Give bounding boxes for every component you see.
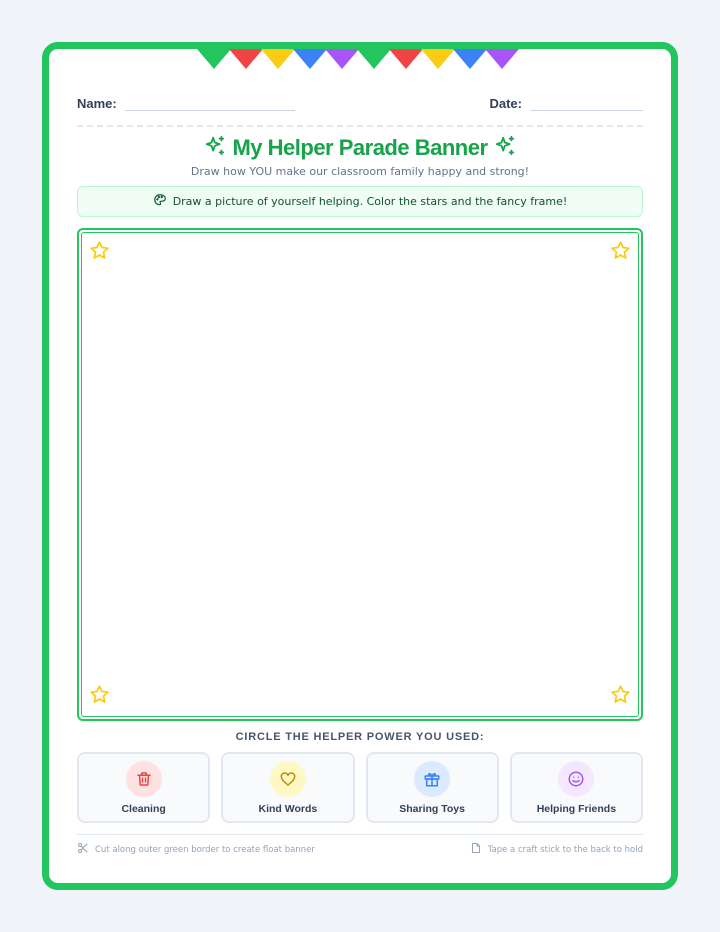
- date-label: Date:: [489, 96, 522, 111]
- power-card-helping-friends[interactable]: [510, 752, 643, 823]
- bunting-flag: [389, 49, 423, 69]
- title-text: My Helper Parade Banner: [232, 135, 488, 160]
- bunting-flag: [453, 49, 487, 69]
- bunting-flag: [421, 49, 455, 69]
- smile-icon: [558, 761, 594, 797]
- star-outline-icon: [89, 684, 110, 709]
- drawing-frame: [77, 228, 643, 721]
- scissors-icon: [77, 842, 89, 857]
- worksheet: [42, 42, 678, 890]
- footer-left-text: Cut along outer green border to create float banner: [95, 844, 315, 855]
- footer-tape-note: [470, 842, 643, 857]
- drawing-area[interactable]: [81, 232, 639, 717]
- powers-heading: CIRCLE THE HELPER POWER YOU USED:: [235, 731, 485, 743]
- date-line[interactable]: [530, 95, 643, 111]
- power-label: Cleaning: [121, 803, 166, 815]
- star-outline-icon: [89, 240, 110, 265]
- name-label: Name:: [77, 96, 117, 111]
- power-card-sharing-toys[interactable]: [366, 752, 499, 823]
- footer-cut-note: [77, 842, 315, 857]
- gift-icon: [414, 761, 450, 797]
- star-outline-icon: [610, 240, 631, 265]
- power-card-kind-words[interactable]: [221, 752, 354, 823]
- name-line[interactable]: [125, 95, 295, 111]
- bunting-garland: [197, 49, 517, 69]
- date-field: [489, 95, 643, 111]
- bunting-flag: [357, 49, 391, 69]
- subtitle: Draw how YOU make our classroom family happy and strong!: [190, 165, 530, 178]
- power-label: Sharing Toys: [399, 803, 465, 815]
- palette-icon: [153, 193, 167, 210]
- bunting-flag: [197, 49, 231, 69]
- heart-icon: [270, 761, 306, 797]
- dashed-divider: [77, 125, 643, 127]
- footer: [77, 842, 643, 857]
- power-label: Helping Friends: [536, 803, 617, 815]
- bunting-flag: [261, 49, 295, 69]
- bunting-flag: [229, 49, 263, 69]
- instruction-text: Draw a picture of yourself helping. Color the stars and the fancy frame!: [172, 195, 568, 208]
- file-icon: [470, 842, 482, 857]
- helper-powers: [77, 752, 643, 823]
- footer-divider: [77, 834, 643, 835]
- trash-icon: [126, 761, 162, 797]
- name-field: [77, 95, 295, 111]
- header-fields: [77, 95, 643, 111]
- power-card-cleaning[interactable]: [77, 752, 210, 823]
- star-outline-icon: [610, 684, 631, 709]
- footer-right-text: Tape a craft stick to the back to hold: [487, 844, 643, 855]
- bunting-flag: [485, 49, 519, 69]
- sparkles-icon: [494, 135, 516, 161]
- power-label: Kind Words: [258, 803, 318, 815]
- sparkles-icon: [204, 135, 226, 161]
- bunting-flag: [293, 49, 327, 69]
- instruction-box: [77, 186, 643, 217]
- bunting-flag: [325, 49, 359, 69]
- page-title: [49, 135, 671, 161]
